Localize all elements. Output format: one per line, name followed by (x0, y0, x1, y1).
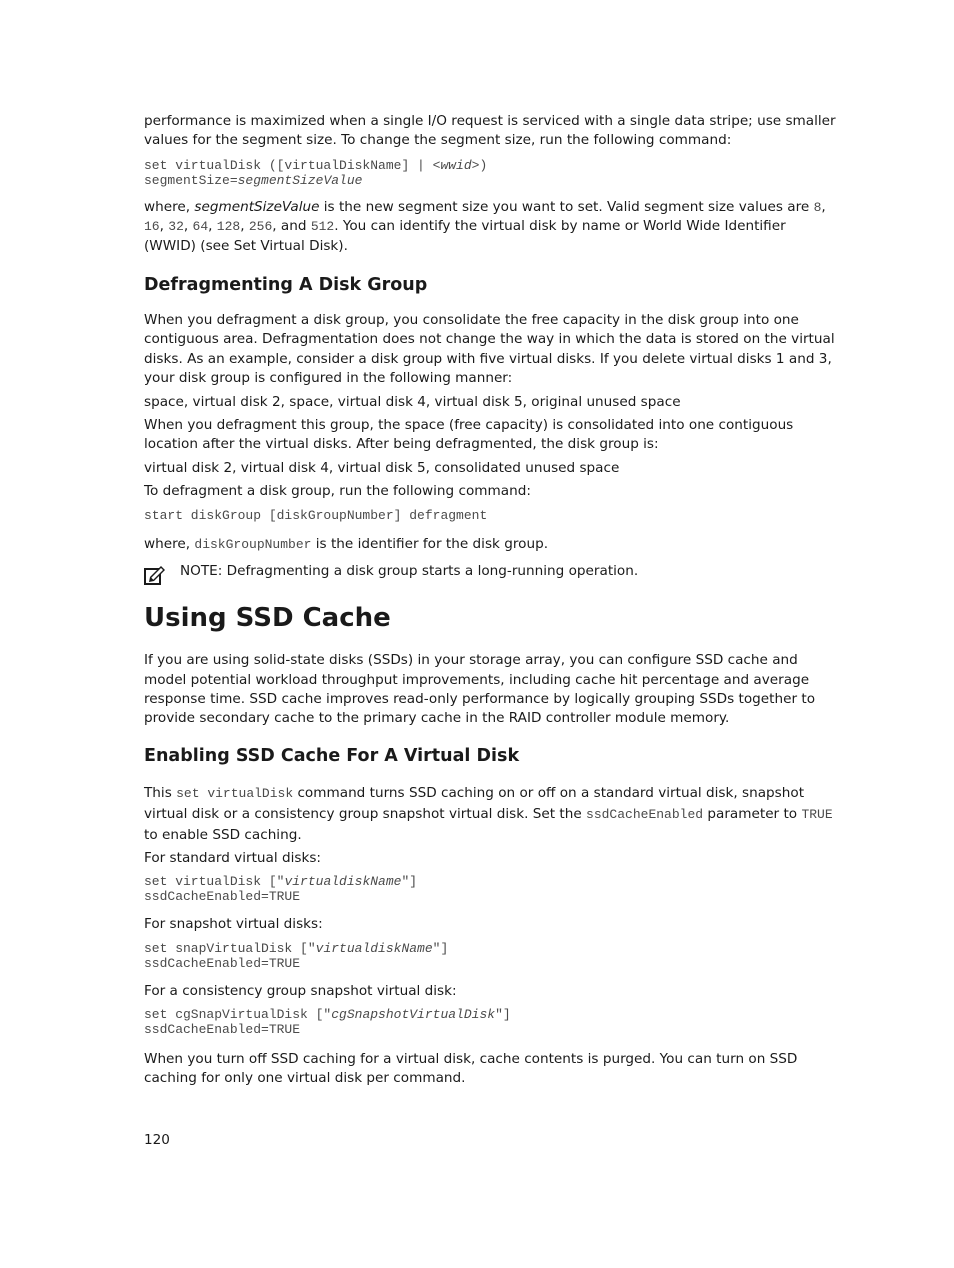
defrag-command: start diskGroup [diskGroupNumber] defragment (144, 507, 488, 523)
intro-paragraph: performance is maximized when a single I/O request is serviced with a single data stripe; use smaller values for the segment size. To change the segment size, run the following command: (144, 113, 836, 149)
defrag-paragraph-2: space, virtual disk 2, space, virtual disk 4, virtual disk 5, original unused space (144, 393, 681, 410)
consistency-group-command: set cgSnapVirtualDisk ["cgSnapshotVirtualDisk"] ssdCacheEnabled=TRUE (144, 1006, 511, 1037)
snapshot-disk-command: set snapVirtualDisk ["virtualdiskName"] ssdCacheEnabled=TRUE (144, 940, 449, 971)
ssd-cache-title: Using SSD Cache (144, 603, 391, 634)
segment-size-explanation: where, segmentSizeValue is the new segment size you want to set. Valid segment size values are 8, 16, 32, 64, 128, 256, and 512. You can identify the virtual disk by name or World Wide Identifier (WWID) (see Set Virtual Disk). (144, 198, 826, 254)
consistency-group-label: For a consistency group snapshot virtual disk: (144, 982, 457, 999)
defrag-heading: Defragmenting A Disk Group (144, 275, 428, 296)
segment-size-command: set virtualDisk ([virtualDiskName] | <wwid>) segmentSize=segmentSizeValue (144, 157, 488, 188)
page-number: 120 (144, 1132, 170, 1148)
ssd-cache-paragraph: If you are using solid-state disks (SSDs) in your storage array, you can configure SSD cache and model potential workload throughput improvements, including cache hit percentage and average response time. SSD cache improves read-only performance by logically grouping SSDs together to provide secondary cache to the primary cache in the RAID controller module memory. (144, 652, 816, 727)
ssd-closing-paragraph: When you turn off SSD caching for a virtual disk, cache contents is purged. You can turn on SSD caching for only one virtual disk per command. (144, 1050, 798, 1087)
pencil-note-icon (144, 564, 166, 586)
standard-disks-label: For standard virtual disks: (144, 849, 321, 866)
enable-ssd-heading: Enabling SSD Cache For A Virtual Disk (144, 745, 520, 766)
document-page (144, 112, 840, 1089)
enable-ssd-paragraph: This set virtualDisk command turns SSD caching on or off on a standard virtual disk, snapshot virtual disk or a consistency group snapshot virtual disk. Set the ssdCacheEnabled parameter to TRUE to enable SSD caching. (144, 784, 833, 843)
note-label: NOTE: (180, 563, 223, 580)
defrag-where: where, diskGroupNumber is the identifier for the disk group. (144, 535, 549, 552)
defrag-note (144, 562, 840, 586)
standard-disk-command: set virtualDisk ["virtualdiskName"] ssdCacheEnabled=TRUE (144, 874, 418, 905)
defrag-paragraph-1: When you defragment a disk group, you consolidate the free capacity in the disk group into one contiguous area. Defragmentation does not change the way in which the data is stored on the virtual disks. As an example, consider a disk group with five virtual disks. If you delete virtual disks 1 and 3, your disk group is configured in the following manner: (144, 312, 835, 387)
snapshot-disks-label: For snapshot virtual disks: (144, 916, 323, 933)
defrag-paragraph-4: virtual disk 2, virtual disk 4, virtual disk 5, consolidated unused space (144, 459, 620, 476)
defrag-paragraph-3: When you defragment this group, the space (free capacity) is consolidated into one contiguous location after the virtual disks. After being defragmented, the disk group is: (144, 417, 794, 453)
defrag-paragraph-5: To defragment a disk group, run the following command: (144, 483, 531, 500)
note-text: Defragmenting a disk group starts a long-running operation. (222, 563, 639, 580)
